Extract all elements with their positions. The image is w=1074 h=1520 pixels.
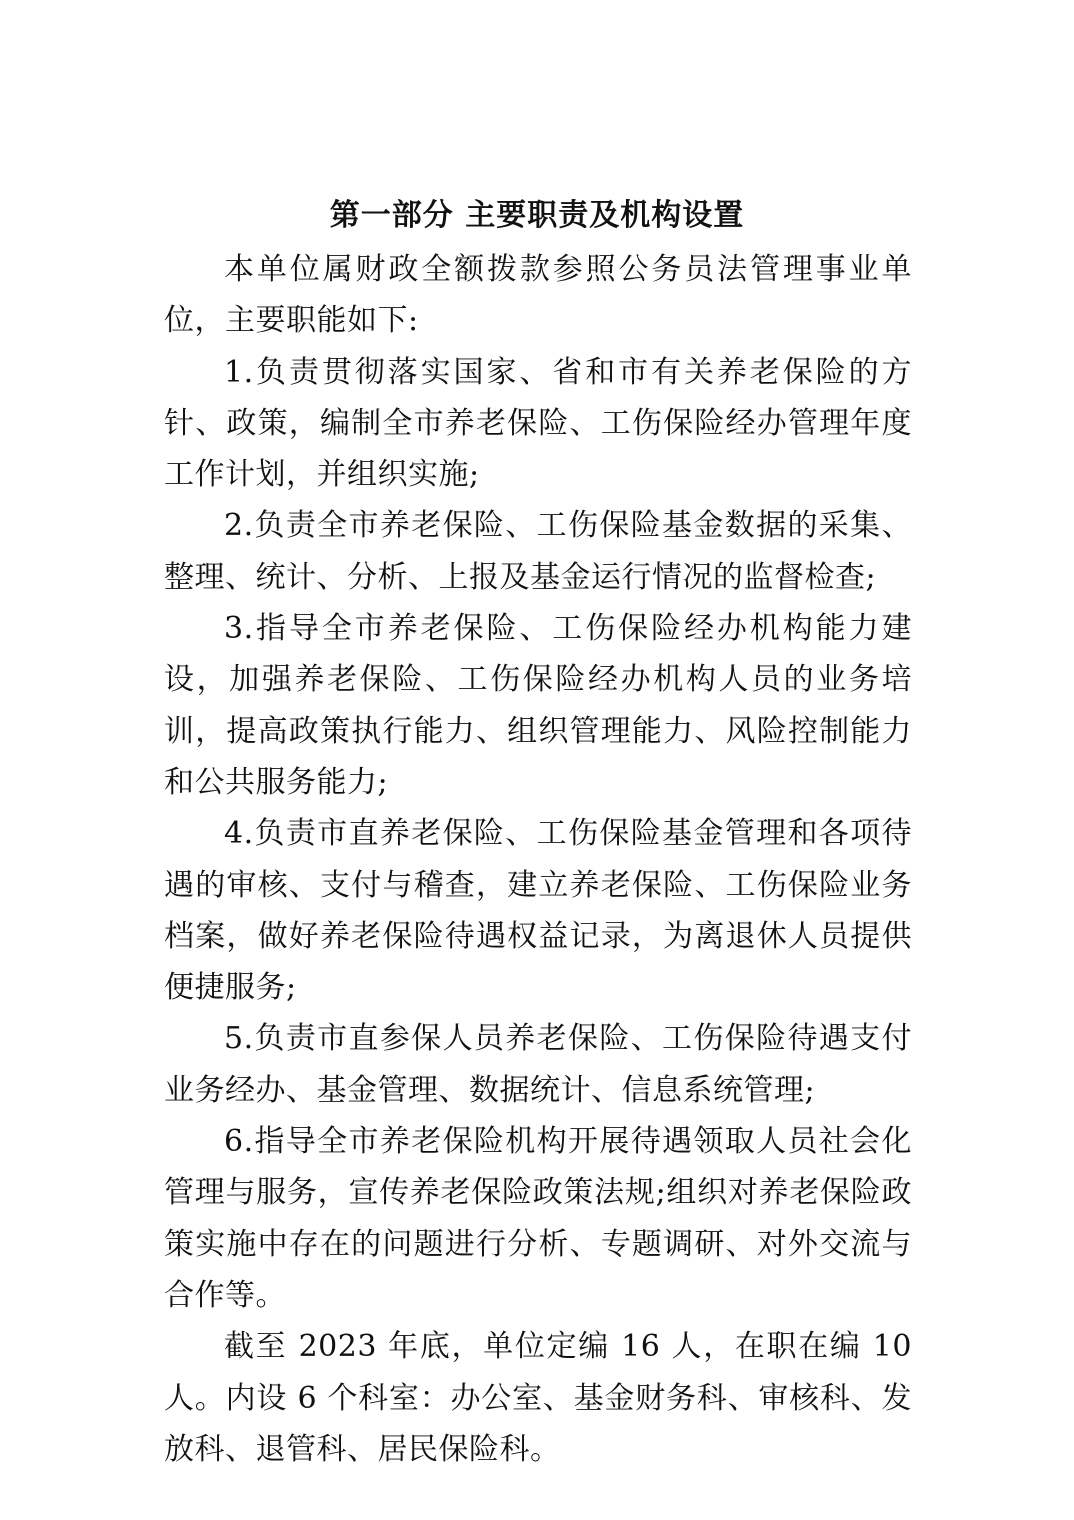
duty-item-6: 6.指导全市养老保险机构开展待遇领取人员社会化管理与服务，宣传养老保险政策法规;组织对养老保险政策实施中存在的问题进行分析、专题调研、对外交流与合作等。 [164, 1124, 912, 1313]
section-title: 第一部分 主要职责及机构设置 [329, 198, 745, 233]
duty-item-4: 4.负责市直养老保险、工伤保险基金管理和各项待遇的审核、支付与稽查，建立养老保险、工伤保险业务档案，做好养老保险待遇权益记录，为离退休人员提供便捷服务; [164, 816, 912, 1006]
staffing-paragraph: 截至 2023 年底，单位定编 16 人，在职在编 10 人。内设 6 个科室：办公室、基金财务科、审核科、发放科、退管科、居民保险科。 [164, 1329, 912, 1467]
duty-item-3: 3.指导全市养老保险、工伤保险经办机构能力建设，加强养老保险、工伤保险经办机构人员的业务培训，提高政策执行能力、组织管理能力、风险控制能力和公共服务能力; [164, 611, 912, 800]
document-body [164, 244, 912, 1475]
duty-item-2: 2.负责全市养老保险、工伤保险基金数据的采集、整理、统计、分析、上报及基金运行情况的监督检查; [164, 508, 912, 595]
duty-item-1: 1.负责贯彻落实国家、省和市有关养老保险的方针、政策，编制全市养老保险、工伤保险经办管理年度工作计划，并组织实施; [164, 354, 912, 493]
intro-paragraph: 本单位属财政全额拨款参照公务员法管理事业单位，主要职能如下: [164, 252, 912, 339]
duty-item-5: 5.负责市直参保人员养老保险、工伤保险待遇支付业务经办、基金管理、数据统计、信息系统管理; [164, 1021, 912, 1108]
